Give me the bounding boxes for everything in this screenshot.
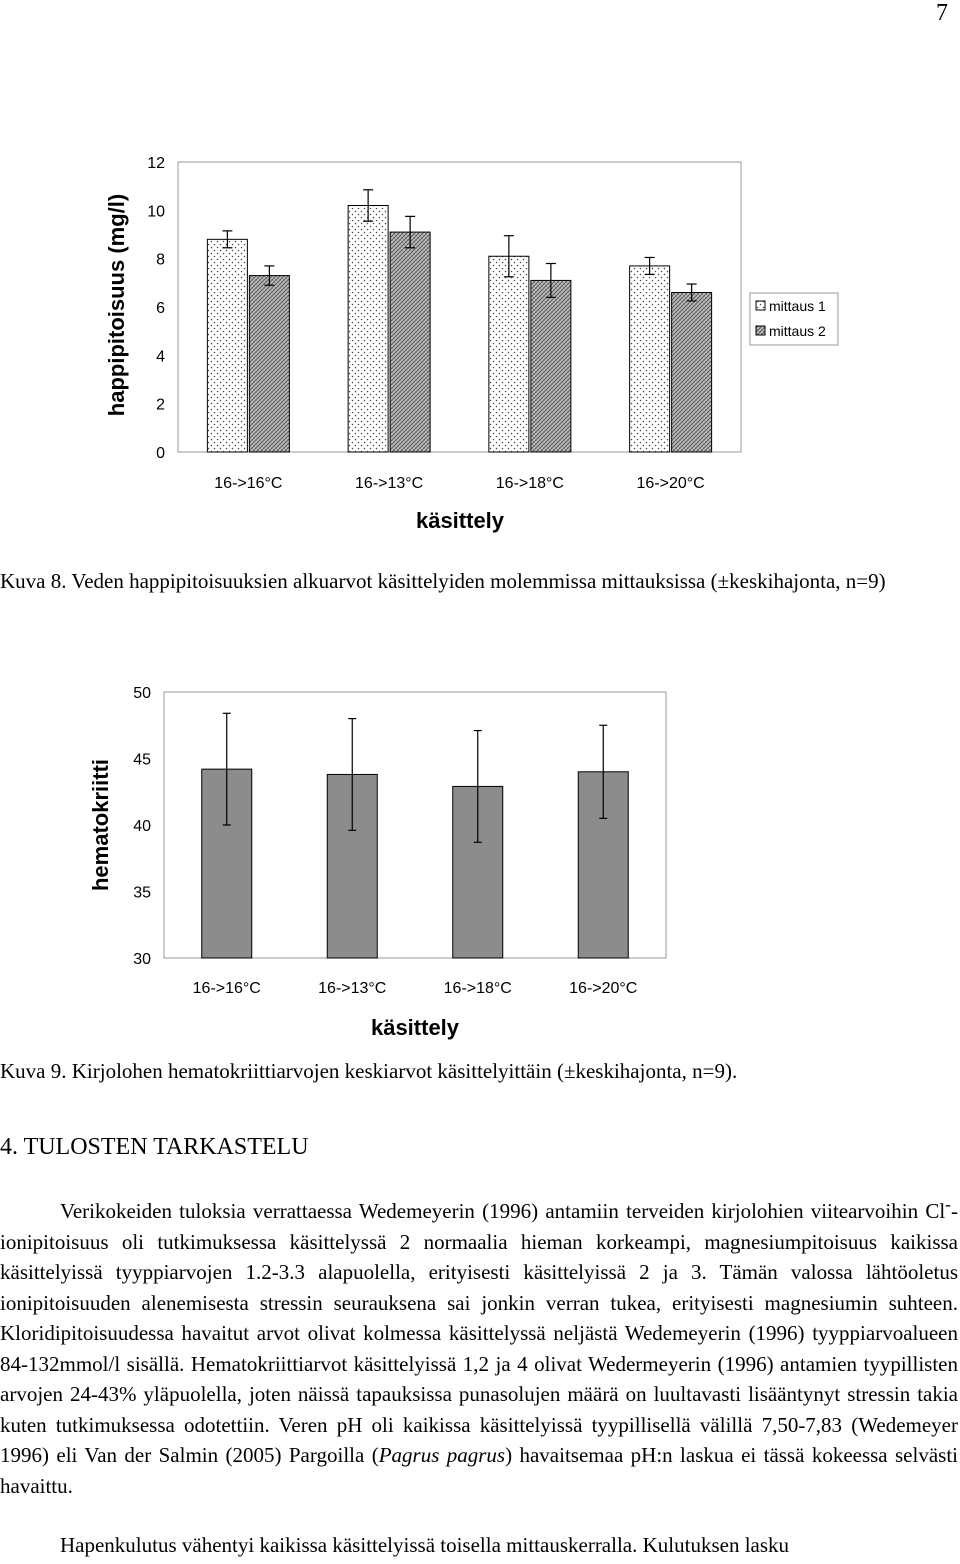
p1-part3: ) havaitsemaa pH:n laskua ei tässä kokeessa selvästi havaittu. xyxy=(0,1443,958,1498)
x-axis-label: käsittely xyxy=(415,508,505,533)
x-tick-label-2: 16->13°C xyxy=(318,980,387,997)
p1-part2: -ionipitoisuus oli tutkimuksessa käsittelyssä 2 normaalia hieman korkeampi, magnesiumpitoisuus kaikissa käsittelyissä tyyppiarvojen 1.2-3.3 alapuolella, erityisesti käsittelyissä 2 ja 3. Tämän valossa lähtöoletus ionipitoisuuden alenemisesta stressin seurauksena sai jonkin verran tukea, erityisesti magnesiumin suhteen. Kloridipitoisuudessa havaitut arvot olivat kolmessa käsittelyssä neljästä Wedemeyerin (1996) tyyppiarvoalueen 84-132mmol/l sisällä. Hematokriittiarvot käsittelyissä 1,2 ja 4 olivat Wedermeyerin (1996) antamien tyypillisten arvojen 24-43% yläpuolella, joten näissä tapauksissa punasolujen määrä on luultavasti lisääntynyt stressin takia kuten tutkimuksessa odotettiin. Veren pH oli kaikissa käsittelyissä tyypillisellä välillä 7,50-7,83 (Wedemeyer 1996) eli Van der Salmin (2005) Pargoilla ( xyxy=(0,1199,958,1467)
y-axis-label: happipitoisuus (mg/l) xyxy=(104,193,129,417)
figure-9-label: Kuva 9. xyxy=(0,1059,67,1083)
x-tick-label-2: 16->13°C xyxy=(355,475,424,492)
y-tick-label-0: 0 xyxy=(156,445,165,462)
x-tick-label-4: 16->20°C xyxy=(636,475,705,492)
figure-9-text: Kirjolohen hematokriittiarvojen keskiarvot käsittelyittäin (±keskihajonta, n=9). xyxy=(71,1059,738,1083)
p1-part1: Verikokeiden tuloksia verrattaessa Wedemeyerin (1996) antamiin terveiden kirjolohien viitearvoihin Cl xyxy=(60,1199,946,1223)
x-tick-label-1: 16->16°C xyxy=(214,475,283,492)
y-tick-label-2: 40 xyxy=(133,818,151,835)
legend-label-2: mittaus 2 xyxy=(769,323,826,339)
figure-9-caption xyxy=(0,1058,737,1084)
y-tick-label-3: 45 xyxy=(133,751,151,769)
y-tick-label-5: 10 xyxy=(147,203,165,221)
x-tick-label-3: 16->18°C xyxy=(495,475,564,492)
y-tick-label-4: 50 xyxy=(133,685,151,702)
y-axis-label: hematokriitti xyxy=(88,758,113,892)
paragraph-2 xyxy=(0,1530,958,1561)
paragraph-1 xyxy=(0,1189,958,1501)
y-tick-label-4: 8 xyxy=(156,251,165,269)
x-axis-label: käsittely xyxy=(370,1015,460,1040)
page-number: 7 xyxy=(936,0,948,26)
figure-8-text: Veden happipitoisuuksien alkuarvot käsittelyiden molemmissa mittauksissa (±keskihajonta, n=9) xyxy=(71,569,886,593)
y-tick-label-3: 6 xyxy=(156,300,165,317)
y-tick-label-2: 4 xyxy=(156,348,165,366)
y-tick-label-6: 12 xyxy=(147,155,165,172)
y-tick-label-1: 35 xyxy=(133,884,151,902)
y-tick-label-0: 30 xyxy=(133,951,151,968)
x-tick-label-1: 16->16°C xyxy=(192,980,261,997)
x-tick-label-3: 16->18°C xyxy=(443,980,512,997)
p1-species-name: Pagrus pagrus xyxy=(378,1443,506,1467)
y-tick-label-1: 2 xyxy=(156,396,165,414)
legend-label-1: mittaus 1 xyxy=(769,298,826,314)
x-tick-label-4: 16->20°C xyxy=(569,980,638,997)
p2-text: Hapenkulutus vähentyi kaikissa käsittelyissä toisella mittauskerralla. Kulutuksen lasku xyxy=(60,1533,790,1557)
figure-8-label: Kuva 8. xyxy=(0,569,67,593)
p1-superscript: - xyxy=(945,1194,951,1214)
section-heading: 4. TULOSTEN TARKASTELU xyxy=(0,1134,309,1160)
